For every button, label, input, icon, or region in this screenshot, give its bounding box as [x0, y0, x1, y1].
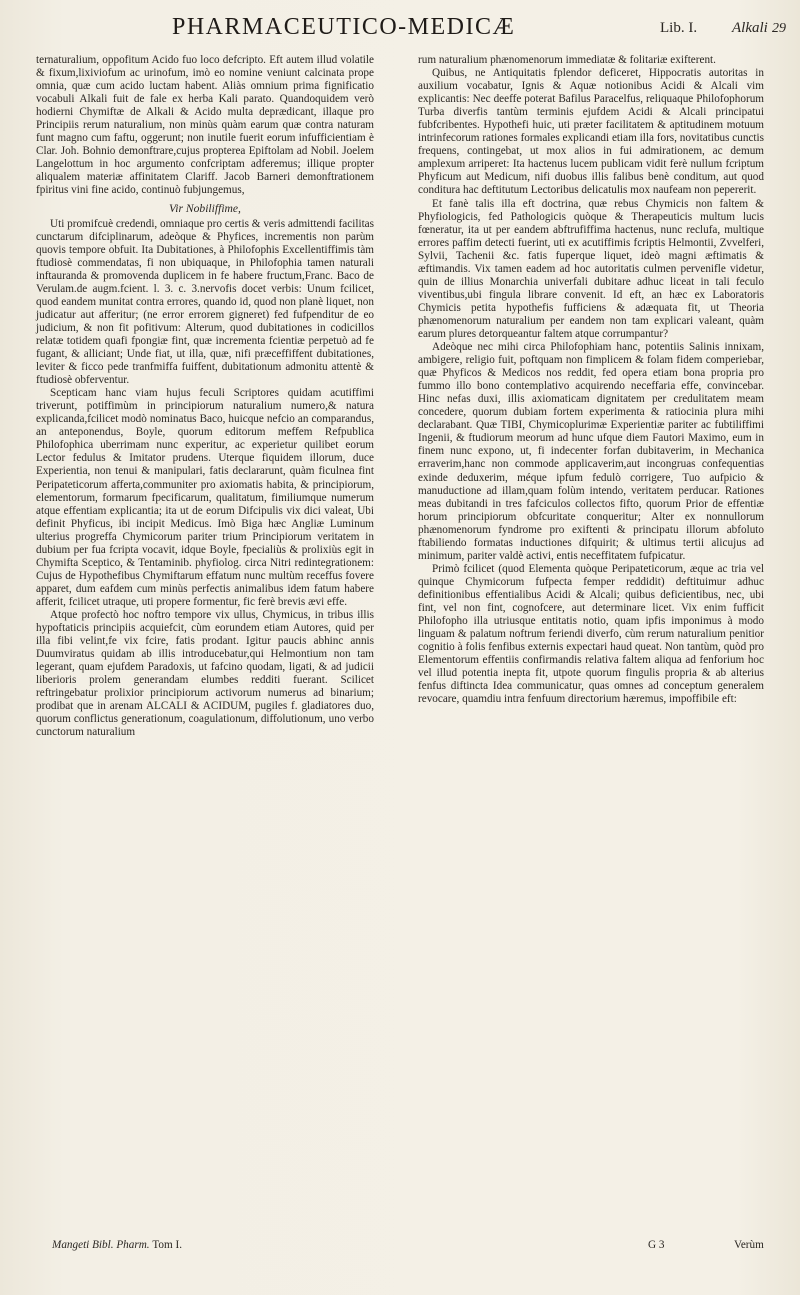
footer-running-title — [52, 1239, 182, 1252]
running-header — [20, 12, 786, 48]
paragraph: Scepticam hanc viam hujus feculi Scriptores quidam acutiffimi triverunt, potiffimùm in principiorum naturalium numero,& natura explicanda,fcilicet modò nominatus Baco, huicque nefcio an comparandus, an anteponendus, Boyle, quorum editorum meffem Refpublica Philofophica uberrimam nunc experitur, ac experietur quilibet eorum Lector fedulus & Imitator prudens. Uterque fiquidem illorum, duce Experientia, non tenui & manipulari, fatis declararunt, quàm ficulnea fint Peripateticorum afferta,communiter pro axiomatis habita, & principiorum, elementorum, formarum fpecificarum, qualitatum, fimiliumque numerum atque effentiam explicantia; ita ut de eorum Difcipulis vix dici valeat, Ubi definit Phyficus, ibi incipit Medicus. Imò Biga hæc Angliæ Luminum ulterius progreffa Chymicorum pariter trium Principiorum veritatem in dubium per fua fcripta vocavit, idque Boyle, fpecialiùs & prolixiùs egit in Chymifta Sceptico, & Tentaminib. phyfiolog. circa Nitri redintegrationem: Cujus de Hypothefibus Chymiftarum effatum nunc multùm receffus fovere apparet, dum eafdem cum minùs perfectis animalibus idem fatum habere afferit, fcilicet utraque, uti propere formentur, fic ferè brevis ævi effe. — [36, 387, 374, 608]
salutation-heading: Vir Nobiliffime, — [169, 201, 241, 215]
signature-mark: G 3 — [648, 1239, 665, 1251]
paragraph: Et fanè talis illa eft doctrina, quæ rebus Chymicis non faltem & Phyfiologicis, fed Pathologicis quòque & Therapeuticis multum lucis fœneratur, ita ut per eandem abftrufiffima hactenus, nunc reclufa, multique errores paffim detecti fuerint, uti ex acutiffimis fcriptis Helmontii, Zvvelferi, Sylvii, Tachenii &c. fatis fuperque liquet, ideò magni æftimatis & æftimandis. Vix tamen eadem ad hoc autoritatis culmen pervenifle videtur, quin de illius Monarchia univerfali dubitare adhuc liceat in tali feculo viventibus,ubi fingula librare convenit. Id eft, an hæc ex Laboratoris Chymicis petita hypothefis fufficiens & adæquata fit, ut Theoria phænomenorum naturalium per eandem non tam explicari valeant, quàm earum plures detorqueantur faltem atque corrumpantur? — [418, 197, 764, 340]
running-title: PHARMACEUTICO-MEDICÆ — [172, 14, 516, 40]
footer-volume: Tom I. — [152, 1239, 183, 1251]
paragraph: Primò fcilicet (quod Elementa quòque Peripateticorum, æque ac tria vel quinque Chymicorum fufpecta femper reddidit) deftituimur adhuc definitionibus effentialibus Acidi & Alcali; quibus deficientibus, nec, ubi fint, vel non fint, cognofcere, aut determinare licet. Vix enim fufficit Philofopho illa utriusque entitatis notio, quam ipfis imponimus à modo linguam & palatum noftrum feriendi diverfo, cùm rerum naturalium penitior cognitio à folis fenfibus externis expectari haud queat. Non tantùm, quòd pro Elementorum effentiis confirmandis relativa faltem aliqua ad fenforium hoc vel illud potentia inepta fit, utpote quorum fingulis propria & ab alterius fenfus diftincta Idea communicatur, quas omnes ad conceptum generalem revocare, quamdiu intra fenfuum directorium hæremus, impoffibile eft: — [418, 562, 764, 706]
paragraph: ternaturalium, oppofitum Acido fuo loco defcripto. Eft autem illud volatile & fixum,lixiviofum ac urinofum, imò eo nomine veniunt calcinata prope omnia, quæ cum acido luctam habent. Aliàs omnium prima fignificatio vocabuli Alkali fuit de fale ex herba Kali parato. Quandoquidem verò hodierni Chymiftæ de Alkali & Acido multa deprædicant, illaque pro Principiis rerum naturalium, non minùs quàm earum quæ contra naturam funt magno cum faftu, oggerunt; non inutile fuerit eorum infufficientiam è Clar. Joh. Bohnio demonftrare,cujus propterea Epiftolam ad Nobil. Joelem Langelottum in hoc argumento confcriptam adferemus; illique propter aliqualem materiæ affinitatem Clariff. Jacob Barneri demonftrationem fpiritus vini fine acido, continuò fubjungemus, — [36, 54, 374, 197]
left-column — [36, 54, 374, 739]
page-number: 29 — [772, 21, 786, 36]
right-column — [418, 54, 764, 706]
book-number: Lib. I. — [660, 20, 698, 36]
paragraph: rum naturalium phænomenorum immediatæ & folitariæ exifterent. — [418, 54, 716, 66]
paragraph: Atque profectò hoc noftro tempore vix ullus, Chymicus, in tribus illis hypoftaticis principiis acquiefcit, cùm eorundem etiam Autores, quid per illa fibi velint,fe vix fcire, fatis prodant. Igitur paucis abhinc annis Duumviratus quidam ab illis introducebatur,qui Helmontium non tam legerant, quam ejufdem Paradoxis, ut fafcino quodam, ligati, & ad judicii liberioris prolem generandam elumbes redditi fuerant. Scilicet reftringebatur prolixior principiorum activorum numerus ad binarium; prodibat que in arenam ALCALI & ACIDUM, pugiles f. gladiatores duo, quorum conflictus generationum, coagulationum, diffolutionum, uno verbo cunctorum naturalium — [36, 608, 374, 739]
paragraph: Quibus, ne Antiquitatis fplendor deficeret, Hippocratis autoritas in auxilium vocabatur, Ignis & Aquæ notionibus Acidi & Alcali vim explicantis: Nec deeffe poterat Bafilus Paracelfus, reliquaque Philofophorum Turba diverfis tantùm terminis ejufdem Acidi & Alcali principatui fubfcribentes. Hypothefi huic, uti præter facilitatem & aptitudinem motuum intrinfecorum rationes formales explicandi etiam illa fors, novitatibus cunctis frequens, contingebat, ut mox alios in fui admirationem, ac demum amplexum arriperet: Ita hactenus lucem publicam vidit ferè nullum fcriptum Phyficum aut Medicum, nifi duobus illis falibus benè conditum, aut quod conditura hac deftitutum Lectoribus delicatulis mox naufeam non pepererit. — [418, 67, 764, 197]
paragraph: Adeòque nec mihi circa Philofophiam hanc, potentiis Salinis innixam, ambigere, religio fuit, poftquam non fimplicem & folam fidem comperiebar, quæ Phyficos & Medicos nos reddit, fed opera etiam bona propria pro fummo illo bono contemplativo acquirendo neceffaria effe, convincebar. Hinc nefas duxi, illis axiomaticam dignitatem per credulitatem meam concedere, quorum dubiam fortem experimenta & ratiocinia plura mihi declarabant. Quæ TIBI, Chymicoplurimæ Experientiæ pariter ac fubtiliffimi Ingenii, & ftudiorum meorum ad hunc ufque diem Fautori Maximo, eum in finem nunc expono, ut, fi indecenter forfan dubitaverim, in Mechanica erraverim,hanc non commode applicaverim,aut incongruas confequentias exinde deduxerim, méque ipfum fedulò corrigere, Tuo aufpicio & manuductione ad illam,quam folùm intendo, veritatem perducar. Rationes meas dubitandi in tres fafciculos collectos fifto, quorum Prior de effentiæ horum principiorum obfcuritate conqueritur; Alter ex nonnullorum phænomenorum fyndrome pro exiftenti & principatu illorum abfoluto ftabiliendo formatas inductiones difquirit; & ultimus tertii alicujus ad minimum, pariter valdè activi, entis neceffitatem fufpicatur. — [418, 341, 764, 562]
footer-title: Mangeti Bibl. Pharm. — [52, 1239, 150, 1251]
paragraph: Uti promifcuè credendi, omniaque pro certis & veris admittendi facilitas cunctarum difciplinarum, adeòque & Phyfices, incrementis non parùm quovis tempore obfuit. Ita Dubitationes, à Philofophis Excellentiffimis tàm ftudiosè commendatas, fi non ubiquaque, in Philofophia tamen naturali inftauranda & promovenda duplicem in fe habere fructum,Franc. Baco de Verulam.de augm.fcient. l. 3. c. 3.nervofis docet verbis: Unum fcilicet, quod eandem munitat contra errores, quando id, quod non planè liquet, non judicatur aut afferitur; (ne error errorem gigneret) fed fufpenditur de eo judicium, & non fit pofitivum: Alterum, quod dubitationes in codicillos relatæ totidem quafi fpongiæ fint, quæ incrementa fcientiæ perpetuò ad fe fugant, & alliciant; Unde fiat, ut illa, quæ, nifi præceffiffent dubitationes, leviter & ficco pede tranfmiffa fuiffent, dubitationum admonitu attentè & ftudiosè obferventur. — [36, 217, 374, 387]
section-name: Alkali — [732, 20, 768, 36]
catchword: Verùm — [734, 1239, 764, 1251]
